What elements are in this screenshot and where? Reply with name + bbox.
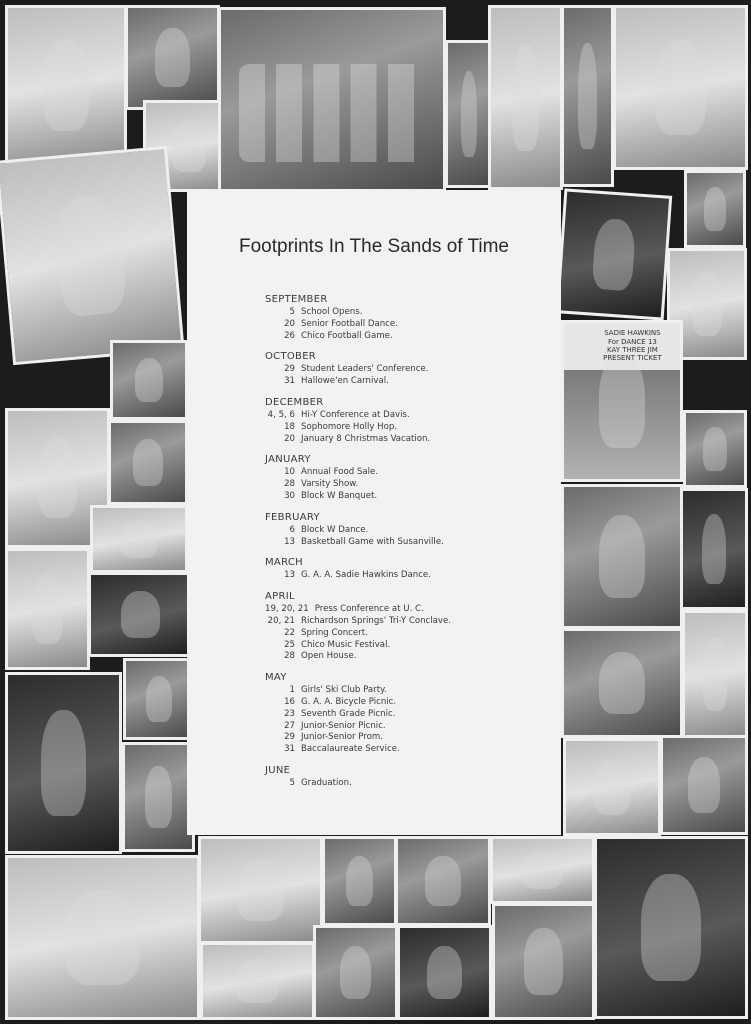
event-text: Block W Dance. [301,524,369,535]
month-name: JANUARY [265,454,311,466]
event-row [265,697,555,709]
event-row [265,721,555,733]
photo-two-boys [90,505,188,573]
page-title: Footprints In The Sands of Time [238,236,509,257]
event-text: Varsity Show. [301,479,359,490]
photo-girl-closeup [492,903,595,1020]
event-text: School Opens. [301,307,363,317]
month-october [265,351,555,388]
photo-boy-cap [563,738,661,836]
event-date: 13 [284,536,295,547]
photo-boy-outside [313,925,398,1020]
event-row [265,467,555,479]
month-may [265,672,555,756]
month-january [265,454,555,502]
event-date: 20 [284,318,295,329]
photo-girl-standing [445,40,493,188]
event-row [265,491,555,503]
event-text: Graduation. [301,777,352,788]
photo-cartoon-drawing [198,836,323,944]
month-february [265,512,555,549]
photo-girl-sweater [682,610,748,738]
event-date: 29 [284,364,295,375]
event-row [265,434,555,446]
event-date: 27 [284,720,295,731]
event-row [265,628,555,640]
event-row [265,685,555,697]
event-date: 26 [284,330,295,341]
event-text: Basketball Game with Susanville. [301,536,444,547]
event-row [265,651,555,663]
event-text: Chico Music Festival. [301,639,391,650]
month-december [265,397,555,445]
photo-girl-pompom [613,5,748,170]
event-row [265,744,555,756]
event-date: 31 [284,744,295,755]
photo-school-building [200,942,315,1020]
event-date: 22 [284,627,295,638]
photo-couple [490,836,595,904]
event-row [265,616,555,628]
sadie-hawkins-sign: SADIE HAWKINS For DANCE 13 KAY THREE JIM PRESENT TICKET [603,329,662,363]
event-text: Junior-Senior Picnic. [301,720,386,731]
event-date: 4, 5, 6 [267,409,295,420]
event-text: Chico Football Game. [301,330,393,341]
event-date: 31 [284,376,295,387]
event-date: 5 [289,777,295,788]
photo-boy-shirt [683,410,747,488]
event-row [265,640,555,652]
event-text: G. A. A. Bicycle Picnic. [301,696,397,707]
event-date: 18 [284,421,295,432]
event-text: Student Leaders' Conference. [301,364,429,375]
event-text: Junior-Senior Prom. [301,732,383,743]
event-row [265,410,555,422]
event-row [265,319,555,331]
photo-boy-outdoors [88,572,193,657]
photo-girls-group [561,628,683,738]
event-date: 28 [284,651,295,662]
photo-girl-hair [397,925,492,1020]
month-name: MARCH [265,557,303,569]
event-text: Annual Food Sale. [301,467,379,478]
month-name: SEPTEMBER [265,294,328,305]
event-row [265,376,555,388]
event-date: 1 [289,685,295,696]
photo-girl-blonde [5,672,122,854]
photo-football-player [556,188,672,320]
event-text: Baccalaureate Service. [301,744,400,755]
event-row [265,422,555,434]
event-row [265,479,555,491]
photo-girl-dress [561,5,614,187]
month-name: DECEMBER [265,396,324,408]
event-row [265,525,555,537]
photo-boy-sweater [110,340,188,420]
month-name: JUNE [265,764,291,776]
event-date: 25 [284,639,295,650]
photo-boy-smiling [488,5,563,190]
event-date: 20 [284,433,295,444]
photo-girl-sitting [660,735,748,835]
event-row [265,307,555,319]
photo-girl-smile [395,836,491,926]
event-date: 28 [284,479,295,490]
photo-girl-flowers [322,836,397,926]
event-text: Press Conference at U. C. [314,604,424,615]
event-date: 19, 20, 21 [265,604,309,615]
event-row [265,604,555,616]
event-text: Girls' Ski Club Party. [301,685,387,696]
event-text: Richardson Springs' Tri-Y Conclave. [301,615,452,626]
month-june [265,765,555,790]
photo-skier-1 [5,548,90,670]
event-row [265,570,555,582]
photo-boy-glasses [123,658,195,740]
event-text: Spring Concert. [301,627,368,638]
month-name: OCTOBER [265,351,317,363]
event-date: 6 [289,524,295,535]
event-text: Open House. [301,651,357,662]
event-text: January 8 Christmas Vacation. [301,433,431,444]
event-date: 23 [284,708,295,719]
photo-boy-portrait-1 [684,170,746,248]
event-text: Sophomore Holly Hop. [301,421,398,432]
event-date: 13 [284,570,295,581]
event-text: Hi-Y Conference at Davis. [301,409,410,420]
photo-skier-2 [5,855,200,1020]
event-text: G. A. A. Sadie Hawkins Dance. [301,570,431,581]
month-april [265,591,555,663]
calendar-panel [187,190,561,835]
event-date: 30 [284,490,295,501]
event-text: Seventh Grade Picnic. [301,708,396,719]
event-row [265,331,555,343]
month-name: MAY [265,672,287,684]
photo-girl-coat [122,742,195,852]
event-row [265,778,555,790]
event-date: 16 [284,696,295,707]
event-date: 20, 21 [267,615,295,626]
event-text: Block W Banquet. [301,490,378,501]
month-march [265,557,555,582]
event-text: Senior Football Dance. [301,318,398,329]
month-name: APRIL [265,591,295,603]
photo-girls-sitting [218,7,446,192]
photo-boy-hat [125,5,220,110]
event-row [265,537,555,549]
month-name: FEBRUARY [265,511,320,523]
photo-girl-bowl [5,5,127,165]
photo-girl-books [561,484,683,629]
event-date: 10 [284,467,295,478]
event-date: 29 [284,732,295,743]
photo-sadie-hawkins-group [561,320,683,482]
month-september [265,294,555,342]
event-row [265,732,555,744]
photo-boy-tie [108,420,188,505]
event-date: 5 [289,307,295,317]
event-row [265,364,555,376]
photo-basketball [594,836,748,1019]
photo-tennis-girls [0,146,185,365]
events-calendar [265,285,555,790]
event-text: Hallowe'en Carnival. [301,376,389,387]
event-row [265,709,555,721]
photo-boy-jacket [680,488,748,610]
